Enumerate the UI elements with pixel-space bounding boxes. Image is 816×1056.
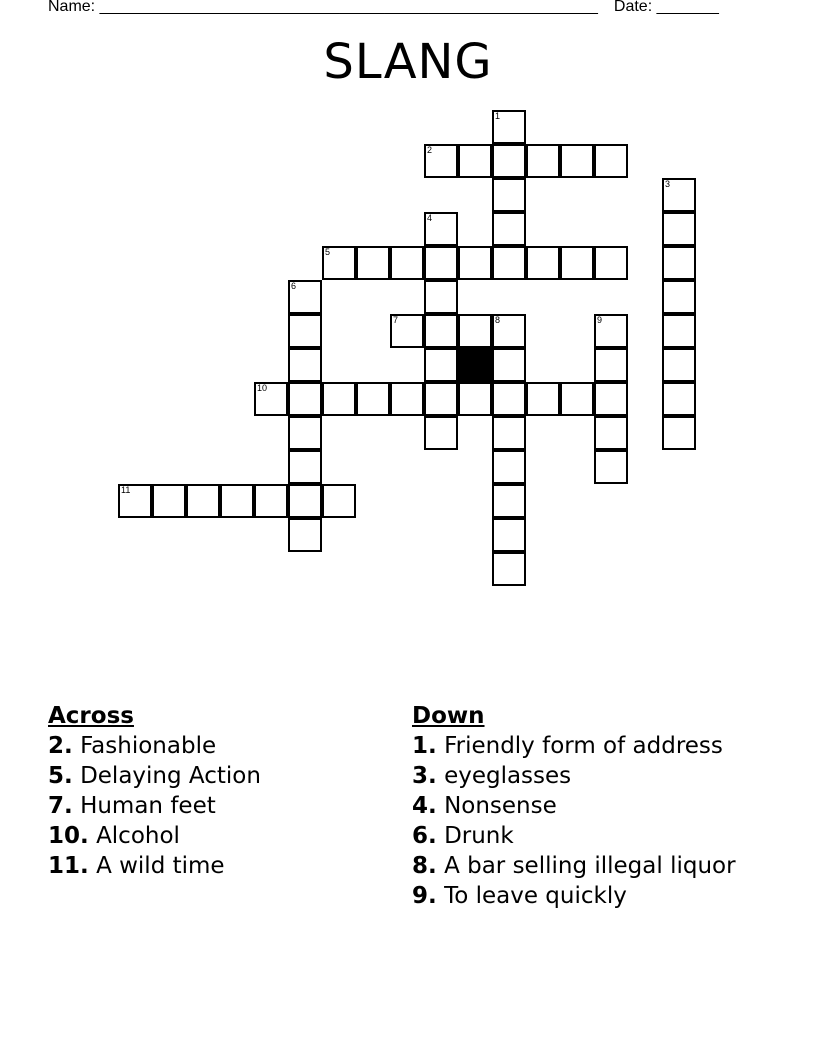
grid-cell[interactable] [662,382,696,416]
grid-cell[interactable] [254,484,288,518]
black-square [458,348,492,382]
grid-cell[interactable] [220,484,254,518]
puzzle-title: SLANG [323,34,493,90]
clue-number-label: 2 [427,145,433,155]
grid-cell[interactable] [152,484,186,518]
clue-number-label: 1 [495,111,501,121]
down-clue-list [412,733,772,909]
clue-number: 6. [412,823,437,849]
grid-cell[interactable] [594,416,628,450]
clue-text: Alcohol [96,823,180,849]
grid-cell[interactable] [288,382,322,416]
grid-cell[interactable] [288,348,322,382]
grid-cell[interactable] [356,382,390,416]
grid-cell[interactable] [594,314,628,348]
clue-text: Nonsense [444,793,557,819]
grid-cell[interactable] [492,110,526,144]
grid-cell[interactable] [662,212,696,246]
clue-number-label: 9 [597,315,603,325]
grid-cell[interactable] [594,246,628,280]
grid-cell[interactable] [288,518,322,552]
grid-cell[interactable] [424,280,458,314]
grid-cell[interactable] [322,382,356,416]
clue-number: 11. [48,853,89,879]
clue-number-label: 3 [665,179,671,189]
grid-cell[interactable] [662,246,696,280]
clue-number-label: 4 [427,213,433,223]
clue-number-label: 8 [495,315,501,325]
grid-cell[interactable] [288,484,322,518]
grid-cell[interactable] [390,314,424,348]
grid-cell[interactable] [594,450,628,484]
grid-cell[interactable] [322,246,356,280]
grid-cell[interactable] [492,416,526,450]
grid-cell[interactable] [492,314,526,348]
down-clue [412,883,772,909]
grid-cell[interactable] [492,246,526,280]
clue-text: Friendly form of address [444,733,723,759]
clue-number-label: 7 [393,315,399,325]
clue-text: To leave quickly [444,883,627,909]
clue-number: 8. [412,853,437,879]
grid-cell[interactable] [492,212,526,246]
name-label: Name: ________________________________________________________ [48,0,598,15]
grid-cell[interactable] [288,280,322,314]
clue-number: 7. [48,793,73,819]
grid-cell[interactable] [560,144,594,178]
across-clue [48,823,388,849]
down-clue [412,733,772,759]
grid-cell[interactable] [662,280,696,314]
grid-cell[interactable] [458,382,492,416]
grid-cell[interactable] [492,144,526,178]
clue-text: A wild time [96,853,225,879]
clue-number: 5. [48,763,73,789]
grid-cell[interactable] [492,518,526,552]
grid-cell[interactable] [492,382,526,416]
clue-text: Delaying Action [80,763,261,789]
grid-cell[interactable] [560,246,594,280]
across-heading: Across [48,703,134,729]
grid-cell[interactable] [424,348,458,382]
grid-cell[interactable] [424,416,458,450]
grid-cell[interactable] [424,144,458,178]
clue-text: A bar selling illegal liquor [444,853,736,879]
grid-cell[interactable] [662,178,696,212]
grid-cell[interactable] [288,450,322,484]
clue-number: 10. [48,823,89,849]
grid-cell[interactable] [492,178,526,212]
grid-cell[interactable] [526,246,560,280]
grid-cell[interactable] [492,552,526,586]
grid-cell[interactable] [594,144,628,178]
grid-cell[interactable] [492,450,526,484]
grid-cell[interactable] [594,348,628,382]
across-clue [48,763,388,789]
grid-cell[interactable] [594,382,628,416]
grid-cell[interactable] [560,382,594,416]
across-clue [48,793,388,819]
grid-cell[interactable] [424,246,458,280]
grid-cell[interactable] [492,484,526,518]
grid-cell[interactable] [662,314,696,348]
down-clue [412,853,772,879]
grid-cell[interactable] [288,416,322,450]
clue-number: 1. [412,733,437,759]
grid-cell[interactable] [526,144,560,178]
down-clue [412,763,772,789]
grid-cell[interactable] [288,314,322,348]
clue-text: Fashionable [80,733,217,759]
grid-cell[interactable] [322,484,356,518]
clue-number: 9. [412,883,437,909]
grid-cell[interactable] [526,382,560,416]
across-clue-list [48,733,388,879]
down-clue [412,823,772,849]
down-clue [412,793,772,819]
clue-number-label: 5 [325,247,331,257]
clue-number-label: 11 [121,485,131,495]
clue-number-label: 10 [257,383,268,393]
grid-cell[interactable] [118,484,152,518]
clue-text: Human feet [80,793,216,819]
grid-cell[interactable] [390,382,424,416]
grid-cell[interactable] [424,212,458,246]
across-clue [48,733,388,759]
across-clue [48,853,388,879]
clue-text: Drunk [444,823,514,849]
across-clues [48,701,388,883]
grid-cell[interactable] [662,416,696,450]
clue-number-label: 6 [291,281,297,291]
clue-text: eyeglasses [444,763,572,789]
down-heading: Down [412,703,485,729]
grid-cell[interactable] [390,246,424,280]
clue-number: 4. [412,793,437,819]
grid-cell[interactable] [424,314,458,348]
grid-cell[interactable] [458,314,492,348]
grid-cell[interactable] [356,246,390,280]
grid-cell[interactable] [458,144,492,178]
grid-cell[interactable] [254,382,288,416]
grid-cell[interactable] [458,246,492,280]
date-label: Date: _______ [613,0,719,15]
grid-cell[interactable] [186,484,220,518]
clue-number: 3. [412,763,437,789]
grid-cell[interactable] [492,348,526,382]
grid-cell[interactable] [662,348,696,382]
grid-cell[interactable] [424,382,458,416]
clue-number: 2. [48,733,73,759]
down-clues [412,701,772,913]
